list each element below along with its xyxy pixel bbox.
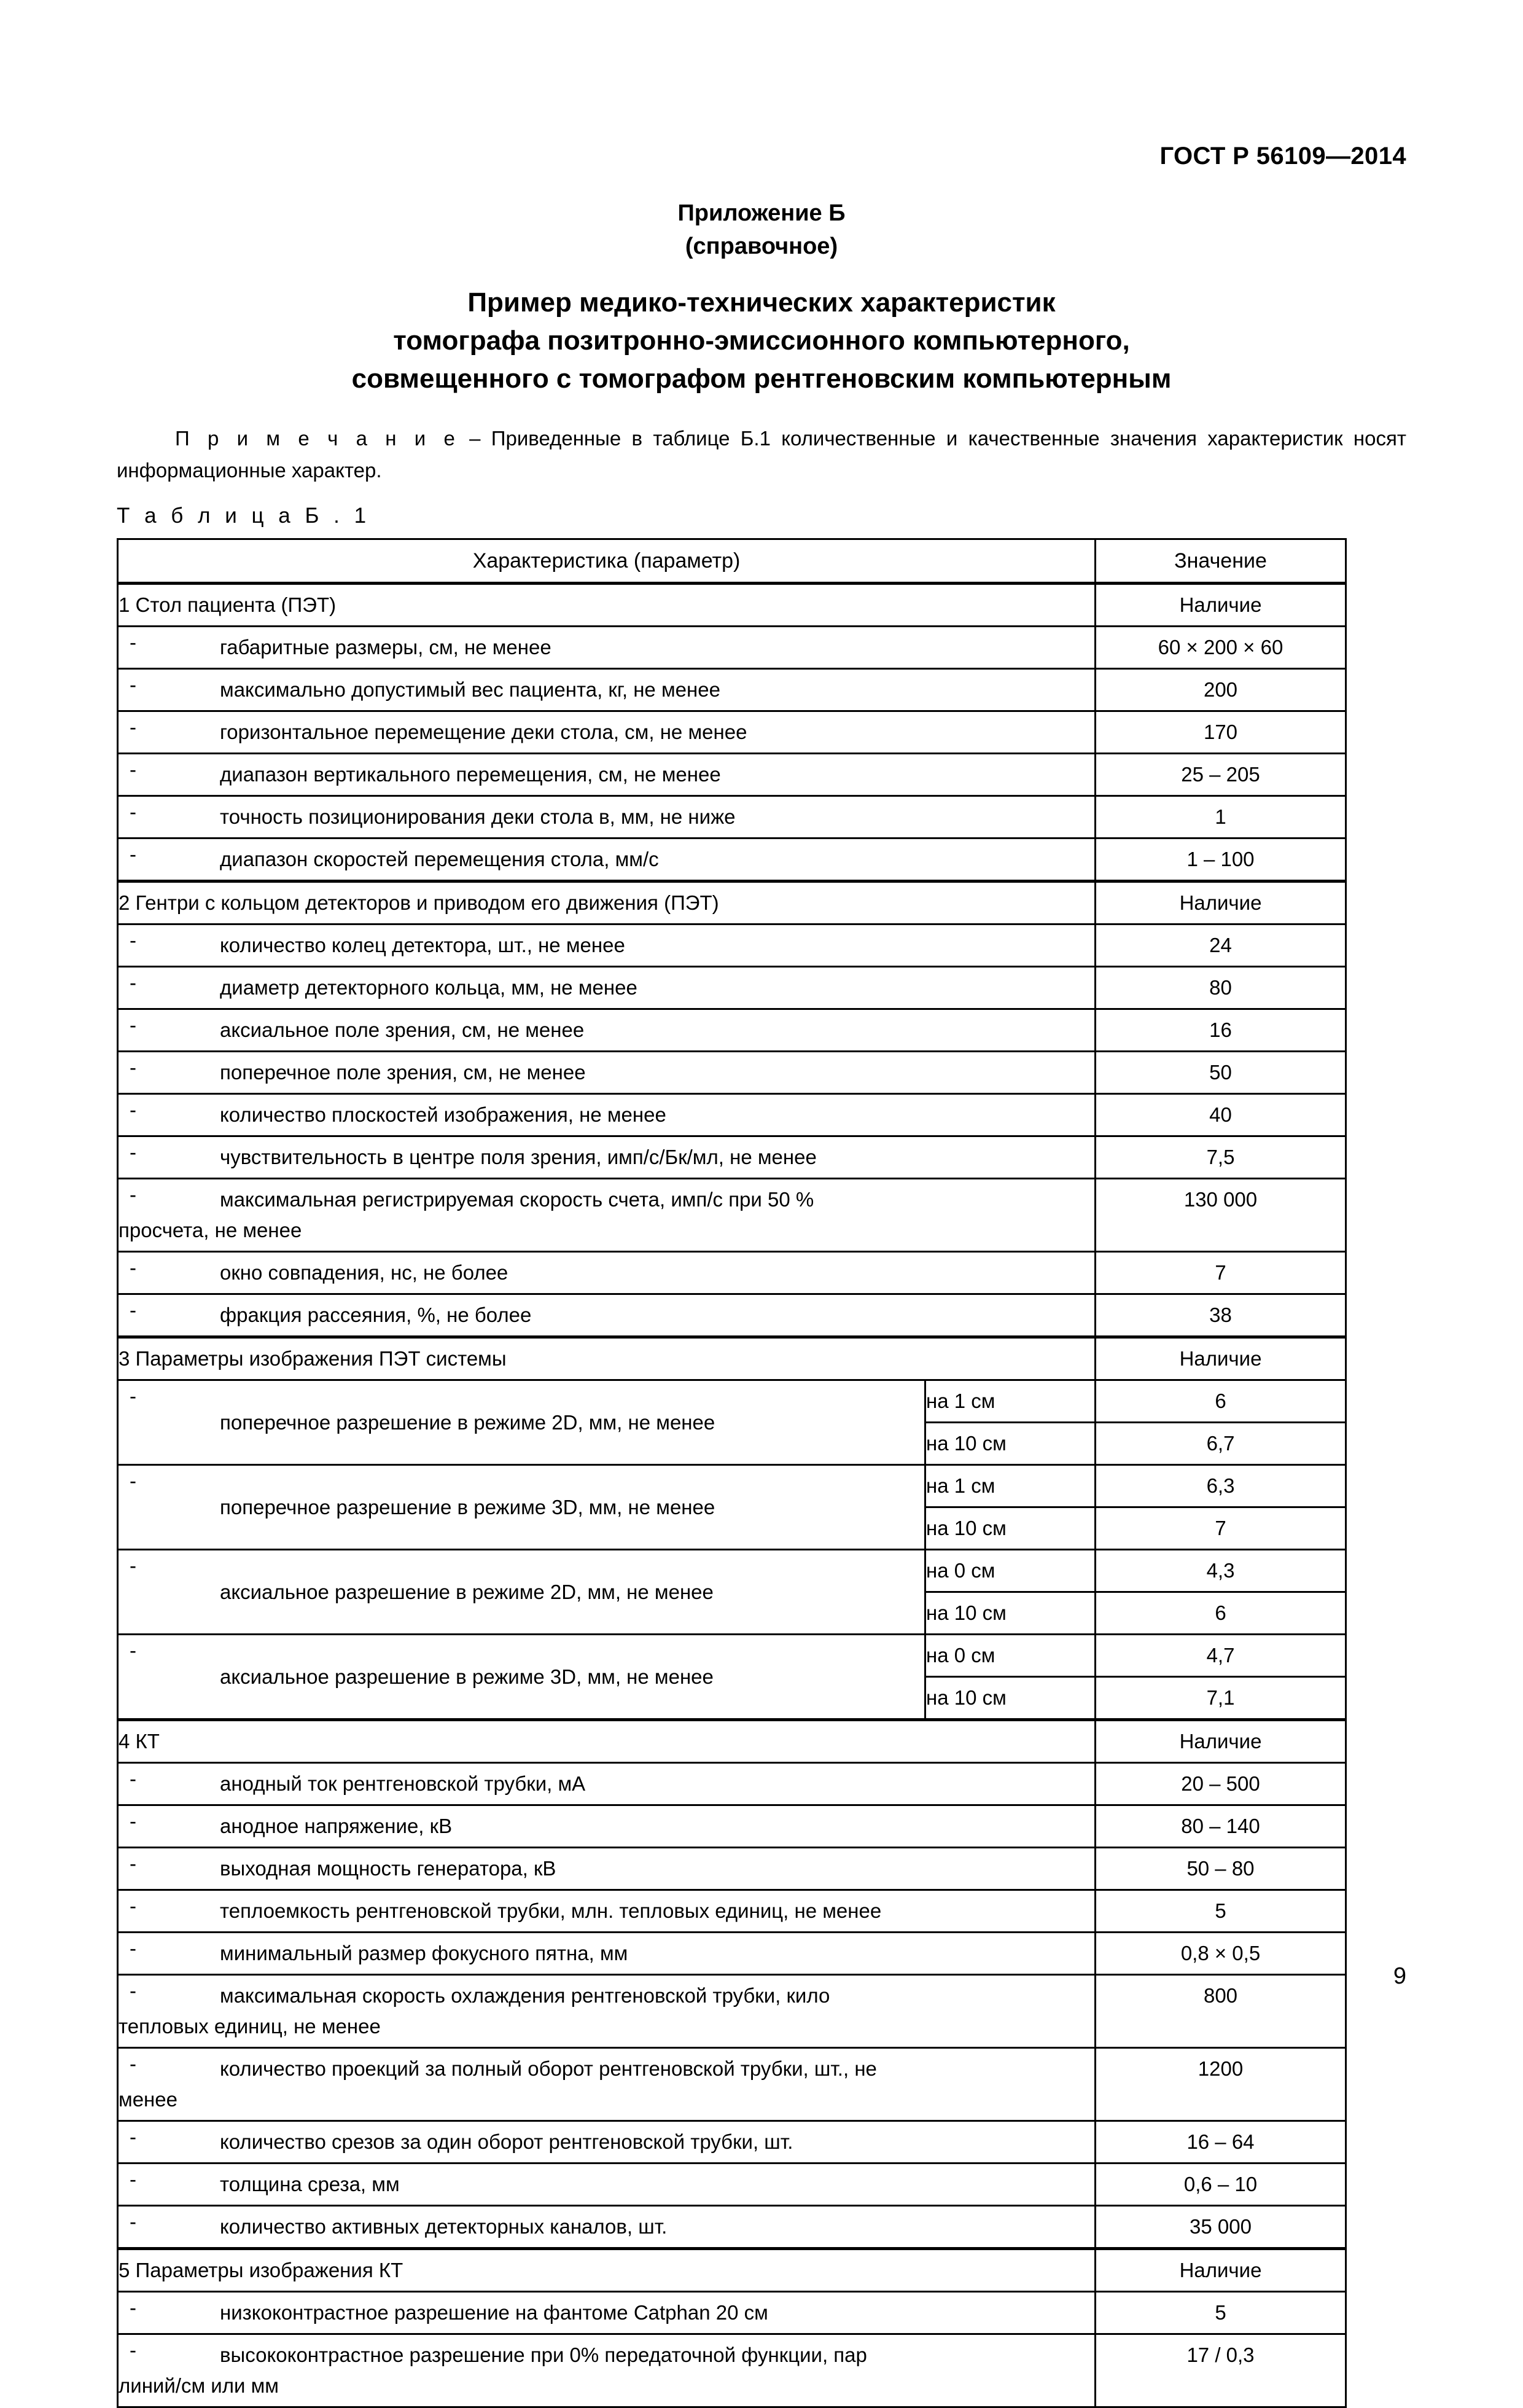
section-label: 5 Параметры изображения КТ: [118, 2249, 1096, 2292]
table-row: [118, 1179, 1346, 1252]
parameter-label: [118, 1975, 1096, 2048]
parameter-value: 6,3: [1096, 1465, 1346, 1507]
parameter-value: 200: [1096, 669, 1346, 711]
parameter-text: окно совпадения, нс, не более: [220, 1261, 508, 1284]
parameter-value: 7: [1096, 1507, 1346, 1550]
sub-condition-label: на 0 см: [925, 1635, 1096, 1677]
parameter-label: [118, 1380, 925, 1465]
table-row: [118, 1635, 1346, 1677]
parameter-label: [118, 1294, 1096, 1337]
parameter-value: 6: [1096, 1380, 1346, 1423]
parameter-text: фракция рассеяния, %, не более: [220, 1304, 532, 1326]
dash-bullet-icon: -: [130, 2296, 136, 2319]
parameter-text: минимальный размер фокусного пятна, мм: [220, 1942, 628, 1964]
table-section-row: [118, 882, 1346, 925]
sub-condition-label: на 1 см: [925, 1380, 1096, 1423]
table-row: [118, 1933, 1346, 1975]
parameter-text-line-2: просчета, не менее: [119, 1219, 302, 1241]
section-value: Наличие: [1096, 584, 1346, 627]
dash-bullet-icon: -: [130, 1141, 136, 1163]
parameter-value: 0,6 – 10: [1096, 2164, 1346, 2206]
parameter-value: 24: [1096, 925, 1346, 967]
dash-bullet-icon: -: [130, 2125, 136, 2148]
parameter-text: поперечное разрешение в режиме 2D, мм, не менее: [220, 1410, 715, 1434]
table-row: [118, 1465, 1346, 1507]
dash-bullet-icon: -: [130, 1385, 136, 1407]
parameter-text: теплоемкость рентгеновской трубки, млн. тепловых единиц, не менее: [220, 1899, 882, 1922]
section-label: 1 Стол пациента (ПЭТ): [118, 584, 1096, 627]
parameter-label: [118, 1805, 1096, 1848]
sub-condition-label: на 10 см: [925, 1423, 1096, 1465]
parameter-text: анодное напряжение, кВ: [220, 1815, 453, 1837]
parameter-label: [118, 2334, 1096, 2407]
parameter-label: [118, 669, 1096, 711]
dash-bullet-icon: -: [130, 631, 136, 654]
parameter-label: [118, 967, 1096, 1009]
dash-bullet-icon: -: [130, 1299, 136, 1321]
dash-bullet-icon: -: [130, 1937, 136, 1960]
table-section-row: [118, 1720, 1346, 1763]
page-title-line-2: томографа позитронно-эмиссионного компьютерного,: [393, 326, 1130, 356]
column-header-parameter: Характеристика (параметр): [118, 539, 1096, 584]
table-row: [118, 1848, 1346, 1890]
parameter-text: [119, 2340, 1094, 2401]
dash-bullet-icon: -: [130, 1639, 136, 1662]
dash-bullet-icon: -: [130, 1554, 136, 1577]
parameter-text: чувствительность в центре поля зрения, имп/с/Бк/мл, не менее: [220, 1146, 817, 1168]
parameter-value: 170: [1096, 711, 1346, 754]
annex-label: Приложение Б: [677, 200, 846, 226]
parameter-value: 50 – 80: [1096, 1848, 1346, 1890]
dash-bullet-icon: -: [130, 1894, 136, 1917]
parameter-label: [118, 1763, 1096, 1805]
table-caption: Т а б л и ц а Б . 1: [117, 504, 371, 528]
parameter-label: [118, 1848, 1096, 1890]
dash-bullet-icon: -: [130, 1183, 136, 1206]
table-row: [118, 1252, 1346, 1294]
table-row: [118, 2121, 1346, 2164]
dash-bullet-icon: -: [130, 843, 136, 866]
parameter-label: [118, 2292, 1096, 2334]
document-standard-header: ГОСТ Р 56109—2014: [1159, 143, 1406, 170]
table-row: [118, 2292, 1346, 2334]
parameter-value: 17 / 0,3: [1096, 2334, 1346, 2407]
parameter-text: толщина среза, мм: [220, 2173, 400, 2195]
parameter-value: 40: [1096, 1094, 1346, 1136]
parameter-text-line-1: максимальная скорость охлаждения рентгеновской трубки, кило: [220, 1984, 830, 2007]
parameter-value: 5: [1096, 1890, 1346, 1933]
parameter-text-line-1: высококонтрастное разрешение при 0% передаточной функции, пар: [220, 2344, 867, 2366]
parameter-label: [118, 925, 1096, 967]
parameter-label: [118, 1890, 1096, 1933]
dash-bullet-icon: -: [130, 2052, 136, 2075]
parameter-text: аксиальное разрешение в режиме 2D, мм, не менее: [220, 1580, 714, 1603]
table-row: [118, 627, 1346, 669]
dash-bullet-icon: -: [130, 2210, 136, 2233]
parameter-text: анодный ток рентгеновской трубки, мА: [220, 1772, 586, 1795]
parameter-text: [119, 2054, 1094, 2115]
parameter-label: [118, 2121, 1096, 2164]
dash-bullet-icon: -: [130, 929, 136, 952]
dash-bullet-icon: -: [130, 1767, 136, 1790]
parameter-text: количество колец детектора, шт., не менее: [220, 934, 625, 956]
parameter-value: 60 × 200 × 60: [1096, 627, 1346, 669]
parameter-label: [118, 1933, 1096, 1975]
parameter-label: [118, 1009, 1096, 1052]
parameter-label: [118, 838, 1096, 882]
parameter-value: 0,8 × 0,5: [1096, 1933, 1346, 1975]
parameter-label: [118, 1635, 925, 1720]
dash-bullet-icon: -: [130, 1256, 136, 1279]
parameter-label: [118, 754, 1096, 796]
section-value: Наличие: [1096, 882, 1346, 925]
spec-table-container: [117, 538, 1345, 2408]
parameter-text: количество плоскостей изображения, не менее: [220, 1103, 666, 1126]
table-row: [118, 2206, 1346, 2249]
table-row: [118, 925, 1346, 967]
sub-condition-label: на 10 см: [925, 1592, 1096, 1635]
table-row: [118, 1294, 1346, 1337]
note-body: – Приведенные в таблице Б.1 количественные и качественные значения характеристик носят информационные характер.: [117, 427, 1406, 482]
parameter-label: [118, 1465, 925, 1550]
parameter-label: [118, 1094, 1096, 1136]
table-row: [118, 1890, 1346, 1933]
table-row: [118, 1009, 1346, 1052]
dash-bullet-icon: -: [130, 2339, 136, 2361]
dash-bullet-icon: -: [130, 1098, 136, 1121]
table-row: [118, 1805, 1346, 1848]
spec-table-body: [118, 539, 1346, 2407]
dash-bullet-icon: -: [130, 758, 136, 781]
parameter-value: 130 000: [1096, 1179, 1346, 1252]
parameter-value: 1 – 100: [1096, 838, 1346, 882]
parameter-value: 800: [1096, 1975, 1346, 2048]
dash-bullet-icon: -: [130, 1852, 136, 1875]
annex-heading-block: [117, 197, 1406, 263]
parameter-value: 7,5: [1096, 1136, 1346, 1179]
spec-table: [117, 538, 1347, 2408]
parameter-text: [119, 1980, 1094, 2042]
parameter-value: 35 000: [1096, 2206, 1346, 2249]
sub-condition-label: на 10 см: [925, 1677, 1096, 1720]
parameter-text-line-2: менее: [119, 2088, 177, 2111]
section-label: 4 КТ: [118, 1720, 1096, 1763]
parameter-text: диапазон скоростей перемещения стола, мм/с: [220, 848, 659, 870]
section-value: Наличие: [1096, 1720, 1346, 1763]
dash-bullet-icon: -: [130, 1810, 136, 1832]
parameter-value: 16 – 64: [1096, 2121, 1346, 2164]
parameter-label: [118, 1179, 1096, 1252]
table-row: [118, 1763, 1346, 1805]
parameter-label: [118, 1136, 1096, 1179]
parameter-text: диаметр детекторного кольца, мм, не менее: [220, 976, 637, 999]
parameter-label: [118, 627, 1096, 669]
table-row: [118, 2048, 1346, 2121]
parameter-label: [118, 711, 1096, 754]
parameter-text: диапазон вертикального перемещения, см, не менее: [220, 763, 721, 786]
parameter-text: максимально допустимый вес пациента, кг, не менее: [220, 678, 720, 701]
page-title-line-1: Пример медико-технических характеристик: [467, 287, 1056, 318]
dash-bullet-icon: -: [130, 1056, 136, 1079]
table-row: [118, 1052, 1346, 1094]
section-value: Наличие: [1096, 1337, 1346, 1380]
parameter-label: [118, 2164, 1096, 2206]
parameter-text: поперечное поле зрения, см, не менее: [220, 1061, 586, 1084]
table-header-row: [118, 539, 1346, 584]
table-section-row: [118, 1337, 1346, 1380]
sub-condition-label: на 10 см: [925, 1507, 1096, 1550]
parameter-text: количество активных детекторных каналов, шт.: [220, 2215, 668, 2238]
section-label: 2 Гентри с кольцом детекторов и приводом его движения (ПЭТ): [118, 882, 1096, 925]
parameter-value: 80: [1096, 967, 1346, 1009]
table-row: [118, 2164, 1346, 2206]
parameter-value: 20 – 500: [1096, 1763, 1346, 1805]
table-row: [118, 669, 1346, 711]
parameter-value: 6,7: [1096, 1423, 1346, 1465]
section-value: Наличие: [1096, 2249, 1346, 2292]
page-title: [117, 284, 1406, 398]
dash-bullet-icon: -: [130, 716, 136, 738]
parameter-text-line-1: максимальная регистрируемая скорость счета, имп/с при 50 %: [220, 1188, 814, 1211]
table-row: [118, 2334, 1346, 2407]
dash-bullet-icon: -: [130, 1469, 136, 1492]
parameter-label: [118, 2048, 1096, 2121]
parameter-text: количество срезов за один оборот рентгеновской трубки, шт.: [220, 2130, 793, 2153]
parameter-text: аксиальное разрешение в режиме 3D, мм, не менее: [220, 1665, 714, 1688]
table-row: [118, 1550, 1346, 1592]
parameter-text: точность позиционирования деки стола в, мм, не ниже: [220, 805, 736, 828]
table-row: [118, 1136, 1346, 1179]
parameter-label: [118, 1252, 1096, 1294]
parameter-value: 4,7: [1096, 1635, 1346, 1677]
parameter-label: [118, 1550, 925, 1635]
parameter-text-line-1: количество проекций за полный оборот рентгеновской трубки, шт., не: [220, 2057, 877, 2080]
parameter-text: выходная мощность генератора, кВ: [220, 1857, 556, 1880]
parameter-value: 1: [1096, 796, 1346, 838]
table-row: [118, 1975, 1346, 2048]
table-row: [118, 1380, 1346, 1423]
parameter-value: 6: [1096, 1592, 1346, 1635]
note-paragraph: [117, 423, 1406, 487]
column-header-value: Значение: [1096, 539, 1346, 584]
table-row: [118, 754, 1346, 796]
parameter-text-line-2: линий/см или мм: [119, 2374, 279, 2397]
parameter-value: 16: [1096, 1009, 1346, 1052]
parameter-text: низкоконтрастное разрешение на фантоме Catphan 20 см: [220, 2301, 768, 2324]
dash-bullet-icon: -: [130, 1014, 136, 1036]
parameter-label: [118, 796, 1096, 838]
parameter-value: 5: [1096, 2292, 1346, 2334]
table-row: [118, 838, 1346, 882]
table-row: [118, 1094, 1346, 1136]
parameter-text: горизонтальное перемещение деки стола, см, не менее: [220, 721, 747, 743]
parameter-text: аксиальное поле зрения, см, не менее: [220, 1018, 585, 1041]
parameter-text: поперечное разрешение в режиме 3D, мм, не менее: [220, 1495, 715, 1519]
page-title-line-3: совмещенного с томографом рентгеновским компьютерным: [351, 364, 1172, 394]
sub-condition-label: на 1 см: [925, 1465, 1096, 1507]
parameter-text: [119, 1184, 1094, 1246]
sub-condition-label: на 0 см: [925, 1550, 1096, 1592]
table-row: [118, 796, 1346, 838]
parameter-value: 80 – 140: [1096, 1805, 1346, 1848]
parameter-text: габаритные размеры, см, не менее: [220, 636, 551, 659]
parameter-value: 1200: [1096, 2048, 1346, 2121]
dash-bullet-icon: -: [130, 2168, 136, 2191]
parameter-value: 38: [1096, 1294, 1346, 1337]
parameter-value: 50: [1096, 1052, 1346, 1094]
table-row: [118, 967, 1346, 1009]
dash-bullet-icon: -: [130, 1979, 136, 2002]
table-section-row: [118, 2249, 1346, 2292]
annex-kind: (справочное): [685, 233, 838, 259]
table-section-row: [118, 584, 1346, 627]
parameter-value: 7: [1096, 1252, 1346, 1294]
table-row: [118, 711, 1346, 754]
dash-bullet-icon: -: [130, 971, 136, 994]
note-label: П р и м е ч а н и е: [175, 427, 459, 450]
parameter-value: 25 – 205: [1096, 754, 1346, 796]
parameter-label: [118, 1052, 1096, 1094]
parameter-label: [118, 2206, 1096, 2249]
parameter-value: 7,1: [1096, 1677, 1346, 1720]
page-number: 9: [1393, 1963, 1406, 1989]
parameter-value: 4,3: [1096, 1550, 1346, 1592]
section-label: 3 Параметры изображения ПЭТ системы: [118, 1337, 1096, 1380]
parameter-text-line-2: тепловых единиц, не менее: [119, 2015, 381, 2038]
dash-bullet-icon: -: [130, 800, 136, 823]
dash-bullet-icon: -: [130, 673, 136, 696]
